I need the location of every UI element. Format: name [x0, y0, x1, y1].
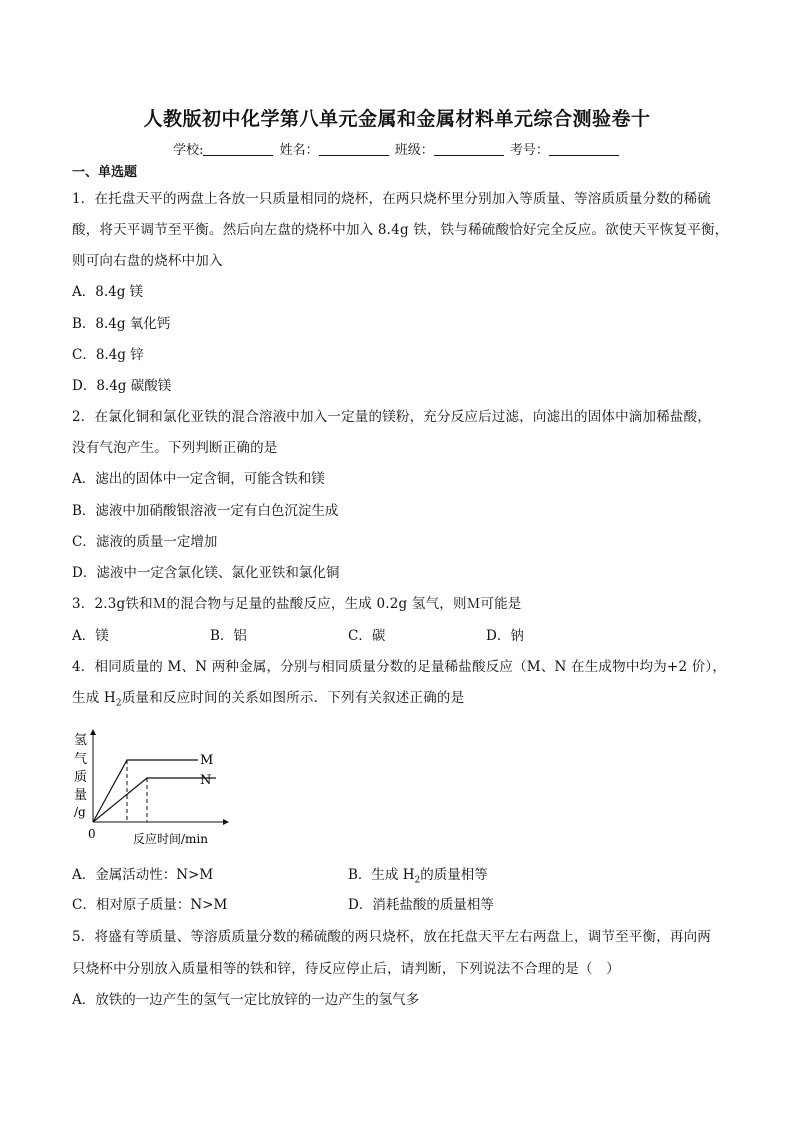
y-axis-label-5: /g [74, 805, 86, 819]
section-heading: 一、单选题 [72, 165, 138, 180]
series-label-n: N [200, 773, 212, 788]
q2-line-2: 没有气泡产生。下列判断正确的是 [72, 440, 278, 456]
q1-option-a[interactable]: A．8.4g 镁 [72, 284, 144, 300]
q4-option-b-post: 的质量相等 [420, 867, 488, 883]
q4-line-2-pre: 生成 H [72, 690, 116, 706]
page-title: 人教版初中化学第八单元金属和金属材料单元综合测验卷十 [143, 108, 651, 130]
reaction-graph [66, 722, 236, 852]
name-blank[interactable] [319, 142, 389, 156]
x-axis-label: 反应时间/min [133, 832, 208, 846]
class-label: 班级： [394, 143, 434, 158]
q5-line-2: 只烧杯中分别放入质量相等的铁和锌，待反应停止后，请判断，下列说法不合理的是（ ） [72, 961, 620, 977]
q2-option-d[interactable]: D．滤液中一定含氯化镁、氯化亚铁和氯化铜 [72, 565, 340, 581]
q3-line-1: 3．2.3g铁和Ｍ的混合物与足量的盐酸反应，生成 0.2g 氢气，则Ｍ可能是 [72, 596, 522, 612]
exam-no-blank[interactable] [549, 142, 619, 156]
y-axis-label-2: 气 [74, 752, 88, 767]
curve-n [93, 778, 216, 822]
q2-line-1: 2．在氯化铜和氯化亚铁的混合溶液中加入一定量的镁粉，充分反应后过滤，向滤出的固体中滴加稀盐酸， [72, 409, 711, 425]
series-label-m: M [200, 753, 214, 768]
q4-line-2-sub: 2 [115, 698, 122, 709]
q4-line-2 [72, 686, 464, 709]
q4-line-1: 4．相同质量的 M、N 两种金属，分别与相同质量分数的足量稀盐酸反应（M、N 在生成物中均为+2 价）， [72, 659, 727, 675]
q4-option-c[interactable]: C．相对原子质量：N>M [72, 897, 228, 913]
student-info-row [0, 139, 794, 158]
y-axis-label-1: 氢 [74, 733, 88, 748]
y-axis-label-4: 量 [74, 788, 88, 803]
q1-option-c[interactable]: C．8.4g 锌 [72, 347, 144, 363]
q2-option-a[interactable]: A．滤出的固体中一定含铜，可能含铁和镁 [72, 471, 325, 487]
q4-line-2-post: 质量和反应时间的关系如图所示．下列有关叙述正确的是 [121, 690, 465, 706]
y-axis-label-3: 质 [74, 770, 88, 785]
q5-option-a[interactable]: A．放铁的一边产生的氢气一定比放锌的一边产生的氢气多 [72, 992, 420, 1008]
q1-line-2: 酸，将天平调节至平衡。然后向左盘的烧杯中加入 8.4g 铁，铁与稀硫酸恰好完全反应。欲使天平恢复平衡， [72, 222, 729, 238]
q3-option-c[interactable]: C．碳 [348, 628, 386, 644]
school-label: 学校: [173, 143, 204, 158]
class-blank[interactable] [434, 142, 504, 156]
q3-option-b[interactable]: B．铝 [210, 628, 247, 644]
q1-option-b[interactable]: B．8.4g 氧化钙 [72, 316, 171, 332]
q4-option-b-sub: 2 [414, 875, 421, 886]
q4-option-b[interactable] [348, 863, 488, 886]
curve-m [93, 760, 198, 822]
q2-option-c[interactable]: C．滤液的质量一定增加 [72, 534, 218, 550]
q3-option-a[interactable]: A．镁 [72, 628, 109, 644]
q1-option-d[interactable]: D．8.4g 碳酸镁 [72, 378, 172, 394]
q4-option-a[interactable]: A．金属活动性：N>M [72, 867, 214, 883]
q3-option-d[interactable]: D．钠 [486, 628, 524, 644]
origin-label: 0 [88, 827, 96, 841]
q1-line-3: 则可向右盘的烧杯中加入 [72, 253, 223, 269]
name-label: 姓名： [279, 143, 319, 158]
q5-line-1: 5．将盛有等质量、等溶质质量分数的稀硫酸的两只烧杯，放在托盘天平左右两盘上，调节至平衡，再向两 [72, 929, 711, 945]
q4-option-b-pre: B．生成 H [348, 867, 415, 883]
q4-option-d[interactable]: D．消耗盐酸的质量相等 [348, 897, 494, 913]
q2-option-b[interactable]: B．滤液中加硝酸银溶液一定有白色沉淀生成 [72, 503, 339, 519]
school-blank[interactable] [203, 142, 273, 156]
exam-no-label: 考号： [509, 143, 549, 158]
q1-line-1: 1．在托盘天平的两盘上各放一只质量相同的烧杯，在两只烧杯里分别加入等质量、等溶质质量分数的稀硫 [72, 191, 711, 207]
